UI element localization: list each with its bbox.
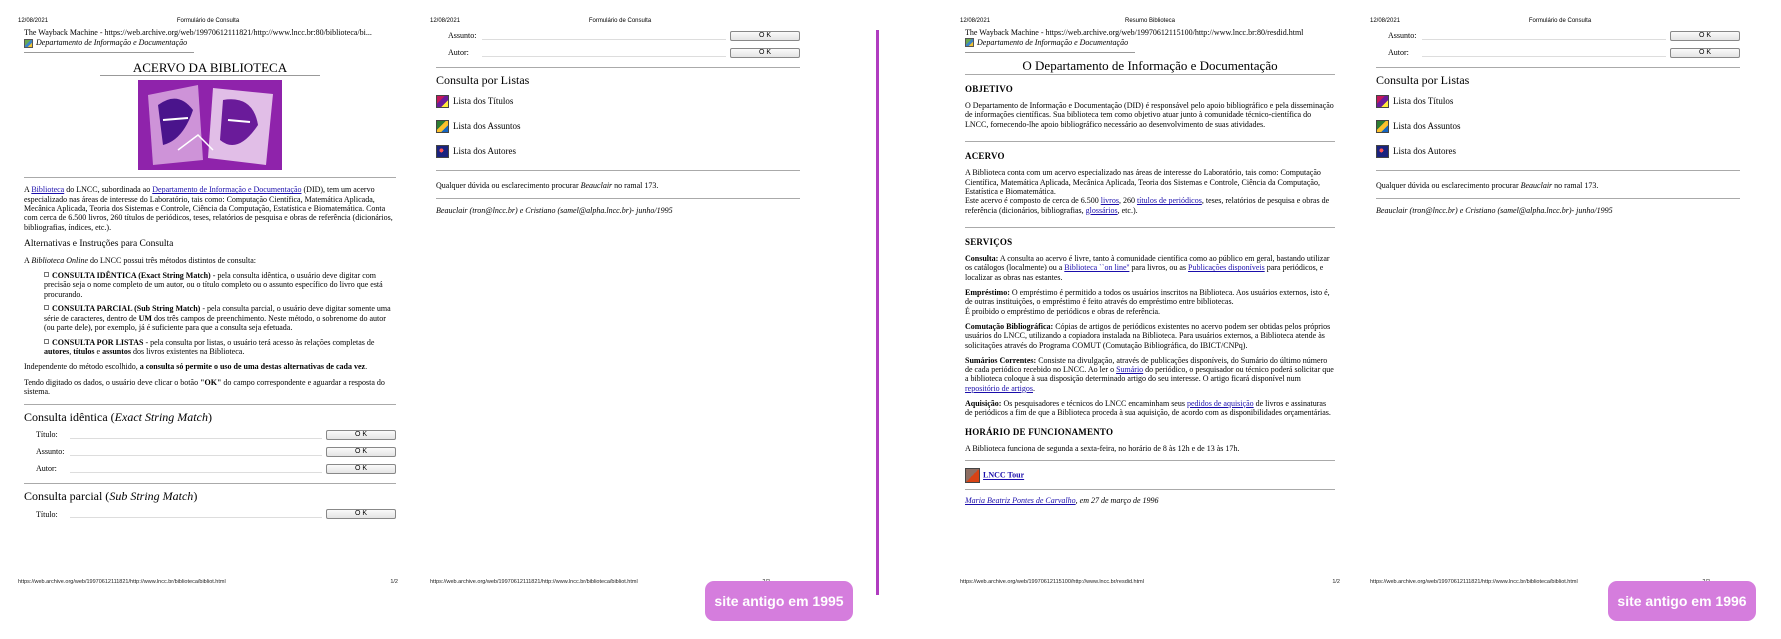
horario-paragraph: A Biblioteca funciona de segunda a sexta-feira, no horário de 8 às 12h e de 13 às 17h. — [965, 443, 1240, 453]
lista-titulos-link[interactable]: Lista dos Títulos — [436, 95, 800, 108]
horario-heading: HORÁRIO DE FUNCIONAMENTO — [965, 426, 1114, 437]
title-underline — [100, 75, 320, 76]
ok-button[interactable]: O K — [326, 464, 396, 474]
autor-input[interactable] — [482, 56, 726, 57]
listas-heading: Consulta por Listas — [1376, 73, 1470, 87]
lncc-tour-link[interactable]: LNCC Tour — [983, 470, 1025, 480]
dept-link[interactable]: Departamento de Informação e Documentação — [24, 38, 396, 47]
acervo-paragraph: A Biblioteca conta com um acervo especializado nas áreas de interesse do Laboratório, tais como: Computação Científica, Matemática Aplicada, Mecânica Aplicada, Teoria dos Sistemas e Controle, Ciência da Computação, Estatística e Biomatemática. Este acervo é composto de cerca de 6.500 livros, 260 títulos de periódicos, teses, relatórios de pesquisa e obras de referência (dicionários, bibliografias, glossários, etc.). — [965, 168, 1330, 215]
periodicos-link[interactable]: títulos de periódicos — [1136, 196, 1202, 206]
page-1 — [18, 0, 398, 590]
assunto-row: Assunto: O K — [1388, 29, 1740, 43]
servicos-heading: SERVIÇOS — [965, 236, 1013, 247]
emprestimo-paragraph: Empréstimo: O empréstimo é permitido a todos os usuários inscritos na Biblioteca. Aos usuários externos, isto é, de outras instituições, o empréstimo é feito através do empréstimo entre bibliotecas. É proibido o empréstimo de periódicos e obras de referência. — [965, 288, 1330, 316]
titulo-row: Título: O K — [36, 428, 396, 442]
separator — [965, 52, 1135, 53]
author-icon — [436, 145, 449, 158]
intro-paragraph: A Biblioteca do LNCC, subordinada ao Departamento de Informação e Documentação (DID), tem um acervo especializado nas áreas de interesse do Laboratório, tais como: Computação Científica, Matemática Aplicada, Mecânica Aplicada, Teoria dos Sistemas e Controle, Ciência da Computação, Estatística e Biomatemática. Conta com cerca de 6.500 livros, 260 títulos de periódicos, teses, relatórios de pesquisa e obras de referência (dicionários, bibliografias, índices, etc.). — [24, 185, 393, 232]
author-icon — [1376, 145, 1389, 158]
assunto-input[interactable] — [70, 455, 322, 456]
subject-icon — [1376, 120, 1389, 133]
credit-line: Beauclair (tron@lncc.br) e Cristiano (samel@alpha.lncc.br)- junho/1995 — [1376, 205, 1613, 215]
autor-row: Autor: O K — [448, 46, 800, 60]
separator — [24, 52, 194, 53]
option-identica: CONSULTA IDÊNTICA (Exact String Match) - pela consulta idêntica, o usuário deve digitar com precisão seja o nome completo de um autor, ou o título completo ou o assunto específico do livro que está procurando. — [44, 271, 383, 299]
tour-icon — [965, 468, 980, 483]
print-date: 12/08/2021 — [430, 18, 461, 24]
footer-url: https://web.archive.org/web/19970612111821/http://www.lncc.br/biblioteca/bibliot.html — [1370, 579, 1578, 585]
duvida-paragraph: Qualquer dúvida ou esclarecimento procurar Beauclair no ramal 173. — [1376, 181, 1599, 191]
wayback-banner: The Wayback Machine - https://web.archive.org/web/19970612115100/http://www.lncc.br:80/resdid.html — [965, 28, 1304, 37]
independent-paragraph: Independente do método escolhido, a consulta só permite o uso de uma destas alternativas de cada vez. — [24, 362, 368, 372]
assunto-input[interactable] — [1422, 39, 1666, 40]
publicacoes-link[interactable]: Publicações disponíveis — [1188, 263, 1265, 273]
footer-url: https://web.archive.org/web/19970612111821/http://www.lncc.br/biblioteca/bibliot.html — [430, 579, 638, 585]
badge-1995: site antigo em 1995 — [705, 581, 853, 621]
comutacao-paragraph: Comutação Bibliográfica: Cópias de artigos de periódicos existentes no acervo podem ser obtidas pelos próprios usuários do LNCC, utilizando a copiadora instalada na Biblioteca. Para usuários externos, a Biblioteca atende às solicitações através do Programa COMUT (Comutação Bibliográfica, do IBICT/CNPq). — [965, 321, 1331, 350]
wayback-banner: The Wayback Machine - https://web.archive.org/web/19970612111821/http://www.lncc.br:80/biblioteca/bi... — [24, 28, 372, 37]
separator — [965, 460, 1335, 461]
autor-input[interactable] — [1422, 56, 1666, 57]
separator — [965, 227, 1335, 228]
option-parcial: CONSULTA PARCIAL (Sub String Match) - pela consulta parcial, o usuário deve digitar somente uma série de caracteres, dentro de UM dos três campos de preenchimento. Neste método, o sobrenome do autor (ou parte dele), por exemplo, já é suficiente para que a consulta seja efetuada. — [44, 304, 391, 333]
ok-button[interactable]: O K — [326, 509, 396, 519]
assunto-input[interactable] — [482, 39, 726, 40]
author-line: Maria Beatriz Pontes de Carvalho, em 27 de março de 1996 — [965, 496, 1159, 506]
footer-url: https://web.archive.org/web/19970612111821/http://www.lncc.br/biblioteca/bibliot.html — [18, 579, 226, 585]
page-2 — [430, 0, 810, 590]
ok-button[interactable]: O K — [326, 430, 396, 440]
lista-autores-link[interactable]: Lista dos Autores — [1376, 145, 1740, 158]
ok-button[interactable]: O K — [1670, 48, 1740, 58]
assunto-row: Assunto: O K — [36, 445, 396, 459]
biblioteca-link[interactable]: Biblioteca — [31, 185, 65, 195]
book-icon — [1376, 95, 1389, 108]
separator — [965, 141, 1335, 142]
separator — [436, 170, 800, 171]
bullet-icon — [44, 272, 49, 277]
credit-line: Beauclair (tron@lncc.br) e Cristiano (samel@alpha.lncc.br)- junho/1995 — [436, 205, 673, 215]
consulta-identica-heading: Consulta idêntica (Exact String Match) — [24, 409, 212, 424]
book-icon — [436, 95, 449, 108]
subject-icon — [436, 120, 449, 133]
online-paragraph: A Biblioteca Online do LNCC possui três métodos distintos de consulta: — [24, 255, 256, 265]
maria-link[interactable]: Maria Beatriz Pontes de Carvalho — [965, 496, 1076, 506]
badge-1996: site antigo em 1996 — [1608, 581, 1756, 621]
biblioteca-online-link[interactable]: Biblioteca ``on line'' — [1064, 263, 1130, 273]
page-number: 1/2 — [1332, 579, 1340, 585]
objetivo-paragraph: O Departamento de Informação e Documentação (DID) é responsável pelo apoio bibliográfico e pela disseminação de informações científicas. Sua biblioteca tem como objetivo atuar junto à comunidade técnico-científica do LNCC, fornecendo-lhe apoio bibliográfico necessário ao desenvolvimento de suas atividades. — [965, 101, 1334, 129]
dept-icon — [24, 39, 33, 48]
lista-assuntos-link[interactable]: Lista dos Assuntos — [436, 120, 800, 133]
dept-link[interactable]: Departamento de Informação e Documentação — [965, 38, 1335, 47]
separator — [24, 404, 396, 405]
ok-button[interactable]: O K — [326, 447, 396, 457]
sumarios-paragraph: Sumários Correntes: Consiste na divulgação, através de publicações disponíveis, do Sumário do último número de cada periódico recebido no LNCC. Ao ler o Sumário do periódico, o pesquisador ou técnico poderá solicitar que a biblioteca coloque à sua disposição determinado artigo do seu interesse. O artigo ficará disponível num repositório de artigos. — [965, 355, 1334, 393]
sumario-link[interactable]: Sumário — [1116, 365, 1144, 375]
autor-row: Autor: O K — [36, 462, 396, 476]
page-title: ACERVO DA BIBLIOTECA — [132, 59, 288, 75]
autor-input[interactable] — [70, 472, 322, 473]
titulo-input[interactable] — [70, 517, 322, 518]
ok-button[interactable]: O K — [730, 48, 800, 58]
repositorio-link[interactable]: repositório de artigos — [965, 383, 1033, 393]
bullet-icon — [44, 305, 49, 310]
separator — [1376, 198, 1740, 199]
aquisicao-paragraph: Aquisição: Os pesquisadores e técnicos do LNCC encaminham seus pedidos de aquisição de livros e assinaturas de periódicos a fim de que a Biblioteca proceda à sua aquisição, de acordo com as disponibilidades orçamentárias. — [965, 399, 1331, 418]
dept-icon — [965, 38, 974, 47]
livros-link[interactable]: livros — [1100, 196, 1119, 206]
separator — [436, 67, 800, 68]
page-4 — [1370, 0, 1750, 590]
lista-assuntos-link[interactable]: Lista dos Assuntos — [1376, 120, 1740, 133]
separator — [436, 198, 800, 199]
listas-heading: Consulta por Listas — [436, 73, 530, 87]
separator — [24, 483, 396, 484]
glossarios-link[interactable]: glossários — [1085, 205, 1118, 215]
ok-button[interactable]: O K — [730, 31, 800, 41]
print-date: 12/08/2021 — [1370, 18, 1401, 24]
tour-row — [965, 468, 1335, 483]
page-number: 1/2 — [390, 579, 398, 585]
duvida-paragraph: Qualquer dúvida ou esclarecimento procurar Beauclair no ramal 173. — [436, 181, 659, 191]
assunto-row: Assunto: O K — [448, 29, 800, 43]
separator — [1376, 67, 1740, 68]
print-title: Formulário de Consulta — [588, 18, 652, 24]
ok-button[interactable]: O K — [1670, 31, 1740, 41]
page-title: O Departamento de Informação e Documentação — [1022, 57, 1278, 73]
lista-titulos-link[interactable]: Lista dos Títulos — [1376, 95, 1740, 108]
titulo-row: Título: O K — [36, 507, 396, 521]
print-date: 12/08/2021 — [960, 18, 991, 24]
lista-autores-link[interactable]: Lista dos Autores — [436, 145, 800, 158]
autor-row: Autor: O K — [1388, 46, 1740, 60]
dept-link-inline[interactable]: Departamento de Informação e Documentação — [152, 185, 302, 195]
separator — [1376, 170, 1740, 171]
separator — [965, 489, 1335, 490]
consulta-parcial-heading: Consulta parcial (Sub String Match) — [24, 488, 198, 503]
titulo-input[interactable] — [70, 438, 322, 439]
library-artwork — [138, 80, 282, 170]
footer-url: https://web.archive.org/web/19970612115100/http://www.lncc.br/resdid.html — [960, 579, 1144, 585]
ok-instructions: Tendo digitado os dados, o usuário deve clicar o botão "OK" do campo correspondente e aguardar a resposta do sistema. — [24, 377, 385, 397]
separator — [965, 74, 1335, 75]
option-listas: CONSULTA POR LISTAS - pela consulta por listas, o usuário terá acesso às relações completas de autores, títulos e assuntos dos livros existentes na Biblioteca. — [44, 337, 375, 356]
separator — [24, 177, 396, 178]
print-title: Formulário de Consulta — [1528, 18, 1592, 24]
alternatives-heading: Alternativas e Instruções para Consulta — [24, 239, 174, 250]
objetivo-heading: OBJETIVO — [965, 83, 1013, 94]
print-date: 12/08/2021 — [18, 18, 49, 24]
pedidos-link[interactable]: pedidos de aquisição — [1186, 399, 1254, 409]
print-title: Formulário de Consulta — [176, 18, 240, 24]
print-title: Resumo Biblioteca — [1124, 18, 1176, 24]
page-3 — [960, 0, 1340, 590]
vertical-divider — [876, 30, 879, 595]
bullet-icon — [44, 339, 49, 344]
consulta-paragraph: Consulta: A consulta ao acervo é livre, tanto à comunidade científica como ao público em geral, bastando utilizar os catálogos (localmente) ou a Biblioteca ``on line'' para livros, ou as Publicações disponíveis para periódicos, e localizar as obras nas estantes. — [965, 254, 1330, 282]
acervo-heading: ACERVO — [965, 151, 1005, 162]
